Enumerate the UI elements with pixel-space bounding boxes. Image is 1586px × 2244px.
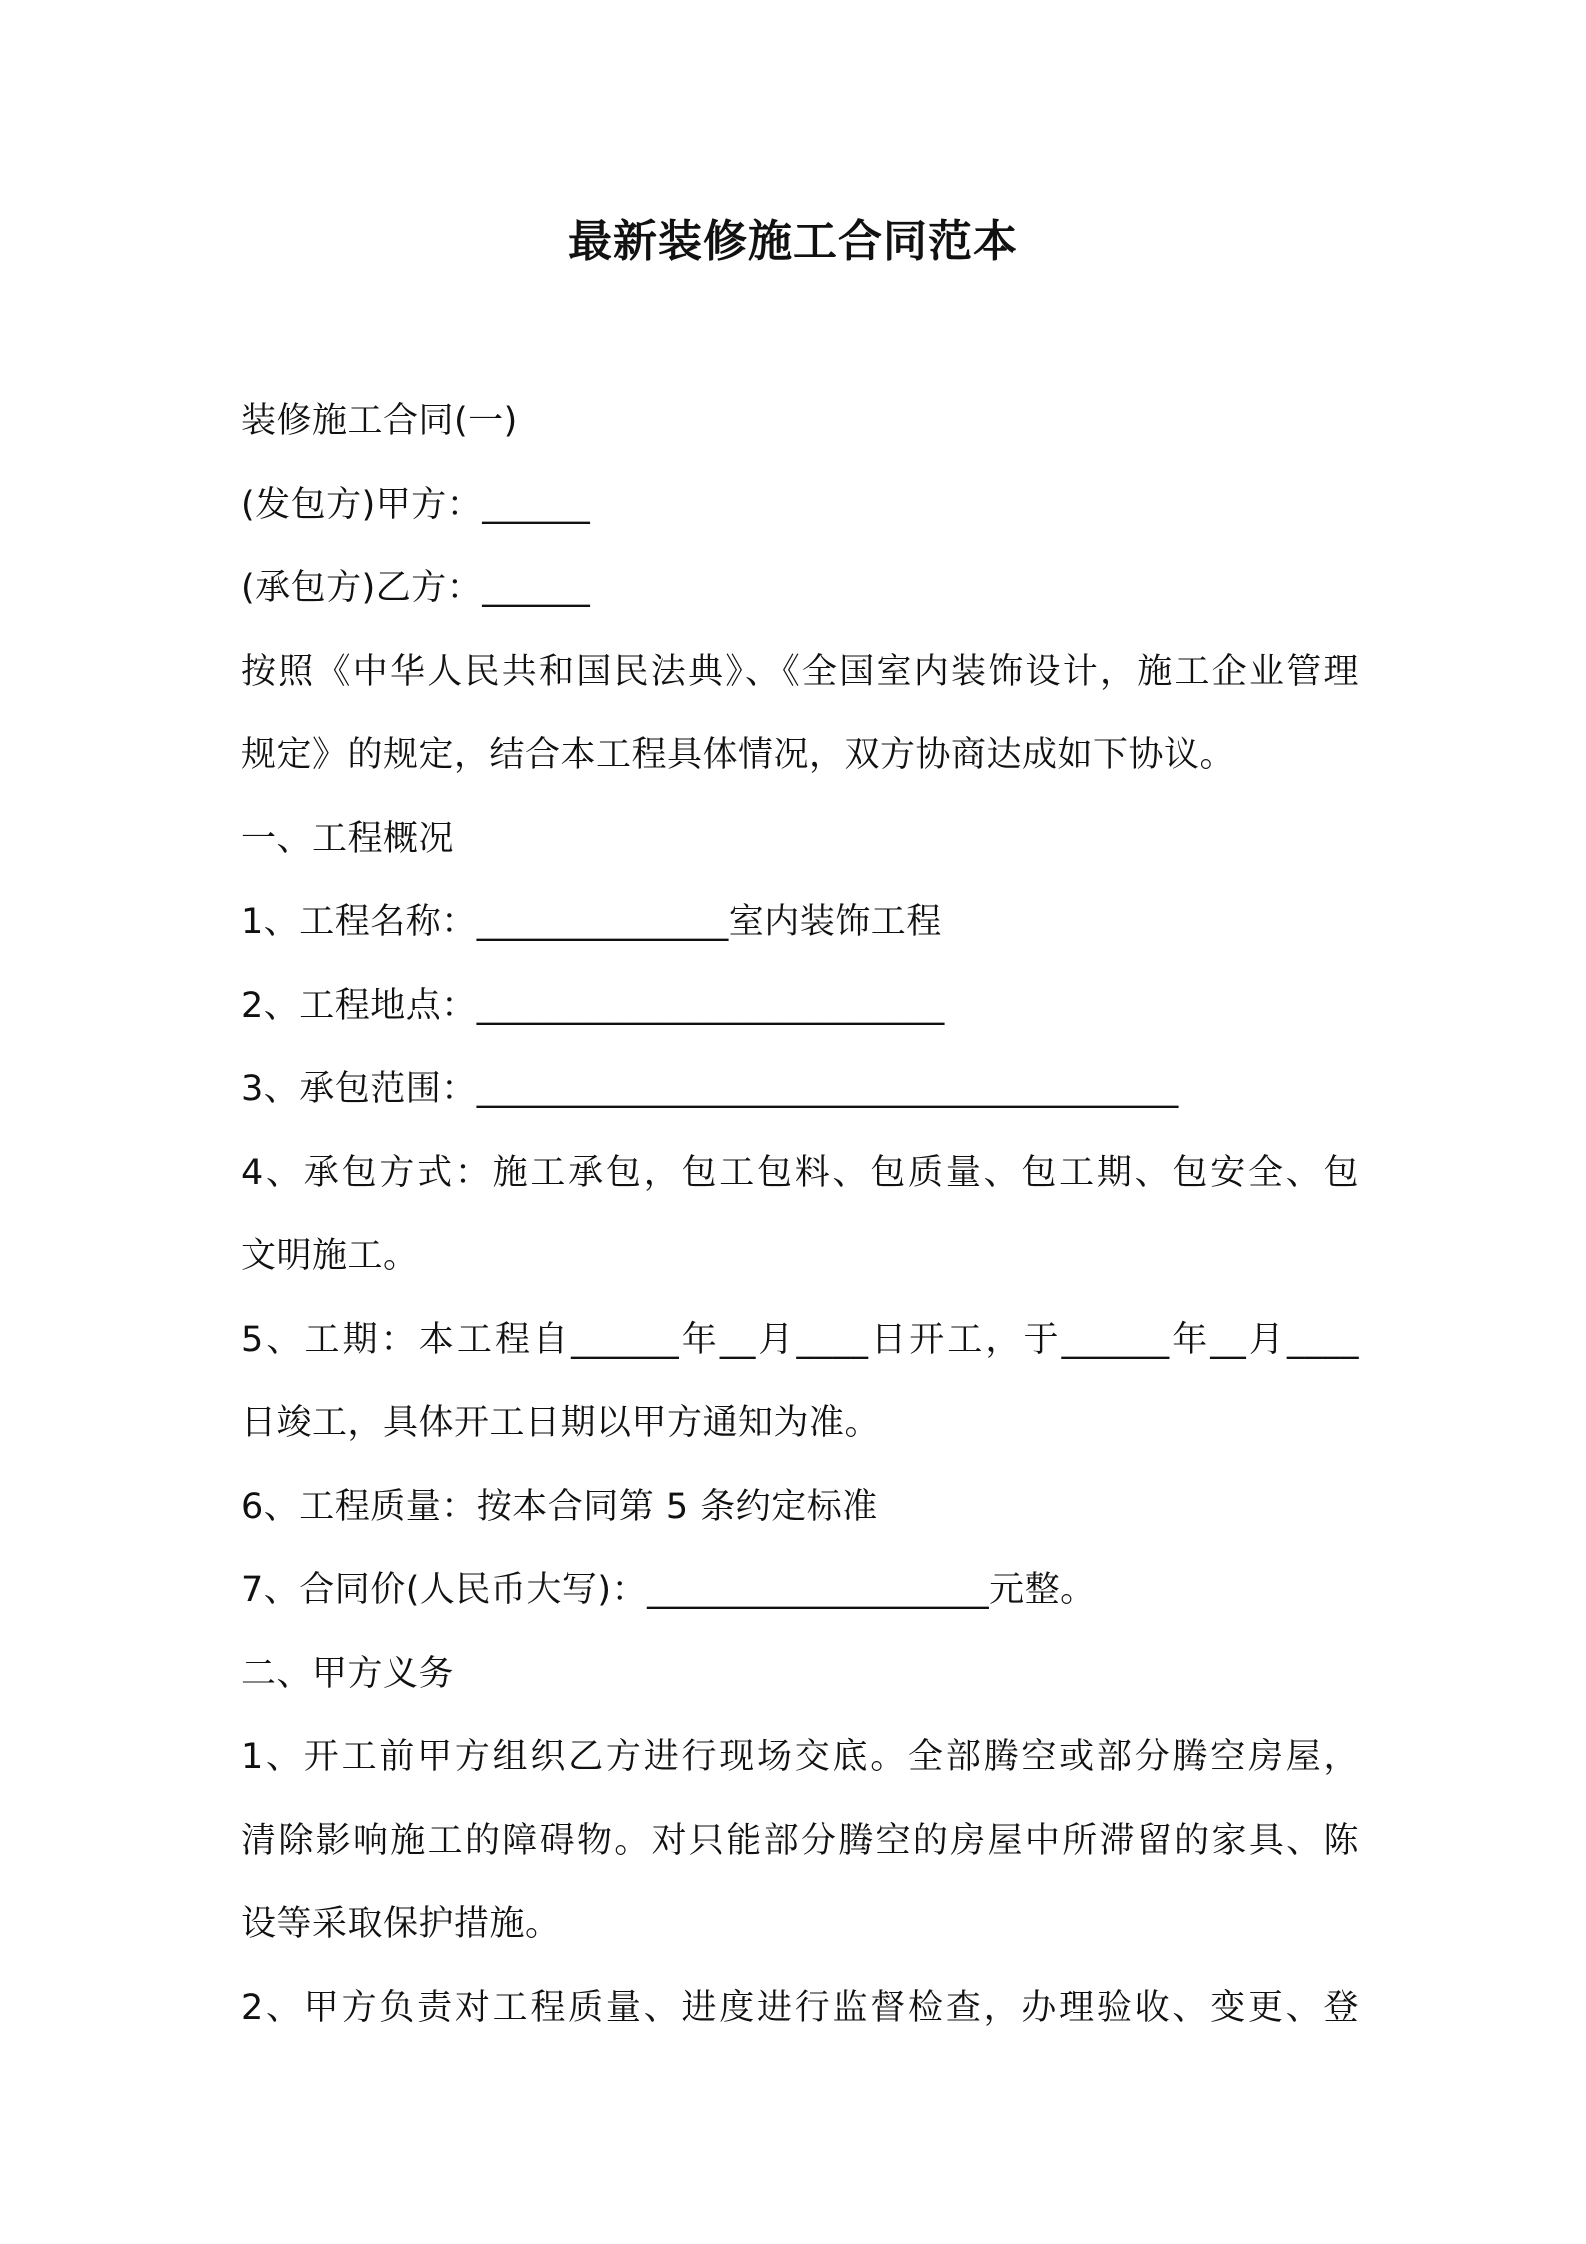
party-b-line: (承包方)乙方：______ <box>241 568 591 608</box>
section-heading: 一、工程概况 <box>241 818 455 859</box>
clause-line: 日竣工，具体开工日期以甲方通知为准。 <box>241 1403 881 1443</box>
clause-line: 2、工程地点：__________________________ <box>241 985 945 1026</box>
clause-line: 6、工程质量：按本合同第 5 条约定标准 <box>241 1486 878 1527</box>
section-heading: 二、甲方义务 <box>241 1653 455 1694</box>
clause-line: 设等采取保护措施。 <box>241 1904 561 1944</box>
paragraph-line: 规定》的规定，结合本工程具体情况，双方协商达成如下协议。 <box>241 735 1236 775</box>
document-title: 最新装修施工合同范本 <box>568 216 1018 267</box>
clause-line: 清除影响施工的障碍物。对只能部分腾空的房屋中所滞留的家具、陈 <box>241 1820 1359 1861</box>
party-a-line: (发包方)甲方：______ <box>241 484 591 525</box>
clause-line: 4、承包方式：施工承包，包工包料、包质量、包工期、包安全、包 <box>241 1152 1359 1193</box>
clause-line: 7、合同价(人民币大写)：___________________元整。 <box>241 1570 1096 1610</box>
clause-line: 3、承包范围：_______________________________________ <box>241 1069 1179 1109</box>
document-body <box>241 380 1359 2050</box>
clause-line: 2、甲方负责对工程质量、进度进行监督检查，办理验收、变更、登 <box>241 1987 1359 2028</box>
contract-heading: 装修施工合同(一) <box>241 401 518 441</box>
clause-line: 1、开工前甲方组织乙方进行现场交底。全部腾空或部分腾空房屋， <box>241 1737 1359 1777</box>
clause-line: 1、工程名称：______________室内装饰工程 <box>241 902 942 942</box>
clause-line: 5、工期：本工程自______年__月____日开工，于______年__月____ <box>241 1319 1359 1360</box>
paragraph-line: 按照《中华人民共和国民法典》、《全国室内装饰设计，施工企业管理 <box>241 651 1359 692</box>
clause-line: 文明施工。 <box>241 1236 419 1276</box>
